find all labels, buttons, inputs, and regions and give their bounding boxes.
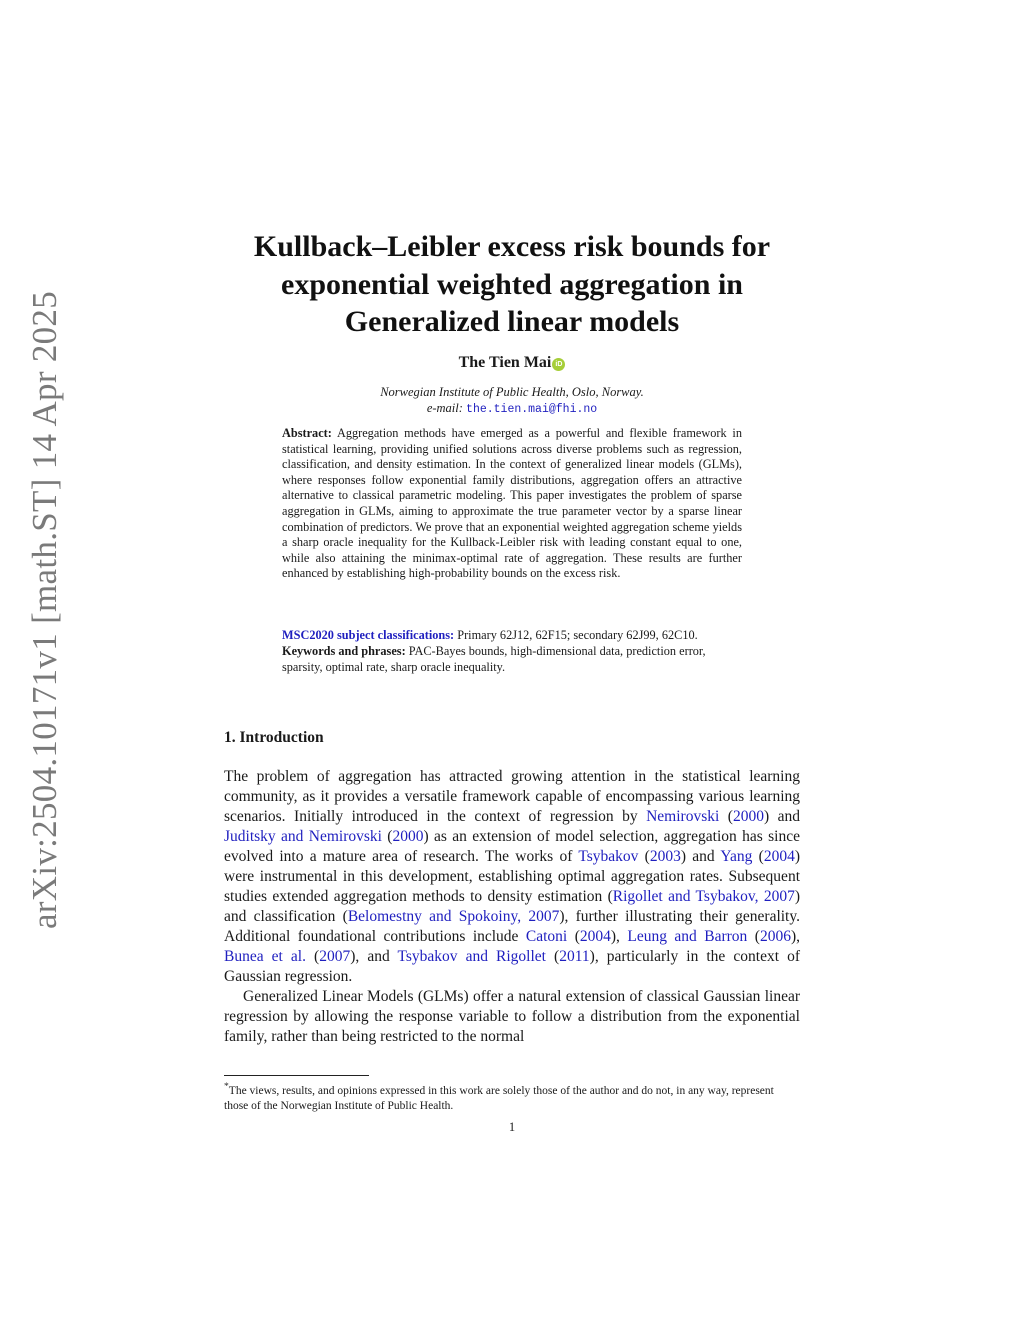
citation-link[interactable]: 2004	[763, 848, 795, 865]
citation-link[interactable]: 2004	[579, 928, 611, 945]
msc-line	[282, 628, 742, 644]
institution: Norwegian Institute of Public Health, Oslo, Norway.	[380, 385, 644, 399]
intro-paragraph-2: Generalized Linear Models (GLMs) offer a natural extension of classical Gaussian linear regression by allowing the response variable to follow a distribution from the exponential family, rather than being restricted to the normal	[224, 988, 800, 1045]
author-name: The Tien Mai	[458, 354, 552, 371]
citation-link[interactable]: Bunea et al.	[224, 948, 306, 965]
citation-link[interactable]: 2000	[392, 828, 424, 845]
text-run: ) were instrumental in this development, establishing optimal aggregation rates. Subsequent studies extended aggregation methods to density estimation (	[224, 848, 800, 905]
email-link[interactable]: the.tien.mai@fhi.no	[466, 403, 598, 416]
text-run: (	[381, 828, 393, 845]
footnote-divider	[224, 1075, 369, 1076]
text-run: ),	[790, 928, 800, 945]
author-line	[312, 354, 712, 372]
citation-link[interactable]: Leung and Barron	[627, 928, 748, 945]
abstract	[282, 426, 742, 582]
introduction-body	[224, 767, 800, 1047]
footnote-text: The views, results, and opinions expressed in this work are solely those of the author and do not, in any way, represent those of the Norwegian Institute of Public Health.	[224, 1084, 774, 1113]
citation-link[interactable]: 2006	[759, 928, 791, 945]
citation-link[interactable]: Tsybakov	[578, 848, 639, 865]
email-line	[282, 400, 742, 418]
text-run: ), and	[350, 948, 398, 965]
footnote-mark: *	[224, 1081, 229, 1092]
citation-link[interactable]: Yang	[720, 848, 753, 865]
text-run: ) and	[763, 808, 800, 825]
text-run: (	[752, 848, 764, 865]
page-number: 1	[508, 1120, 516, 1134]
keywords-label: Keywords and phrases:	[282, 643, 406, 658]
arxiv-identifier[interactable]: arXiv:2504.10171v1 [math.ST] 14 Apr 2025	[25, 290, 64, 930]
text-run: ), particularly in the context of Gaussian regression.	[224, 948, 800, 985]
classification-block	[282, 628, 742, 675]
citation-link[interactable]: Tsybakov and Rigollet	[397, 948, 546, 965]
citation-link[interactable]: Belomestny and Spokoiny, 2007	[347, 908, 560, 925]
text-run: ), further illustrating their generality. Additional foundational contributions include	[224, 908, 800, 945]
keywords-line	[282, 644, 742, 676]
msc-label[interactable]: MSC2020 subject classifications:	[282, 628, 455, 642]
intro-paragraph-1	[224, 767, 800, 987]
text-run: (	[305, 948, 320, 965]
abstract-label: Abstract:	[282, 426, 332, 440]
text-run: (	[545, 948, 560, 965]
citation-link[interactable]: 2007	[319, 948, 351, 965]
text-run: (	[719, 808, 733, 825]
affiliation	[282, 384, 742, 418]
footnote	[224, 1079, 800, 1115]
text-run: (	[747, 928, 760, 945]
orcid-icon[interactable]: iD	[552, 358, 565, 371]
citation-link[interactable]: 2003	[649, 848, 681, 865]
text-run: The problem of aggregation has attracted growing attention in the statistical learning community, as it provides a versatile framework capable of encompassing various learning scenarios. Initially introduced in the context of regression by	[224, 768, 800, 825]
abstract-text: Aggregation methods have emerged as a powerful and flexible framework in statistical learning, providing unified solutions across diverse problems such as regression, classification, and density estimation. In the context of generalized linear models (GLMs), where responses follow exponential family distributions, aggregation offers an attractive alternative to classical parametric modeling. This paper investigates the problem of sparse aggregation in GLMs, aiming to approximate the true parameter vector by a sparse linear combination of predictors. We prove that an exponential weighted aggregation scheme yields a sharp oracle inequality for the Kullback-Leibler risk with leading constant equal to one, while also attaining the minimax-optimal rate of aggregation. These results are further enhanced by establishing high-probability bounds on the excess risk.	[282, 426, 742, 581]
text-run: ) as an extension of model selection, aggregation has since evolved into a mature area of research. The works of	[224, 828, 800, 865]
citation-link[interactable]: Nemirovski	[646, 808, 720, 825]
email-label: e-mail:	[426, 401, 463, 415]
citation-link[interactable]: Catoni	[525, 928, 568, 945]
msc-text: Primary 62J12, 62F15; secondary 62J99, 62C10.	[457, 628, 698, 642]
paper-title: Kullback–Leibler excess risk bounds for exponential weighted aggregation in Generalized linear models	[253, 230, 771, 338]
citation-link[interactable]: Rigollet and Tsybakov, 2007	[612, 888, 795, 905]
text-run: ) and classification (	[224, 888, 800, 925]
text-run: (	[638, 848, 650, 865]
section-heading: 1. Introduction	[224, 729, 324, 746]
text-run: ),	[610, 928, 628, 945]
citation-link[interactable]: 2011	[559, 948, 590, 965]
citation-link[interactable]: Juditsky and Nemirovski	[224, 828, 382, 845]
citation-link[interactable]: 2000	[732, 808, 764, 825]
text-run: ) and	[680, 848, 721, 865]
keywords-text: PAC-Bayes bounds, high-dimensional data, prediction error, sparsity, optimal rate, sharp oracle inequality.	[282, 643, 706, 674]
text-run: (	[567, 928, 580, 945]
